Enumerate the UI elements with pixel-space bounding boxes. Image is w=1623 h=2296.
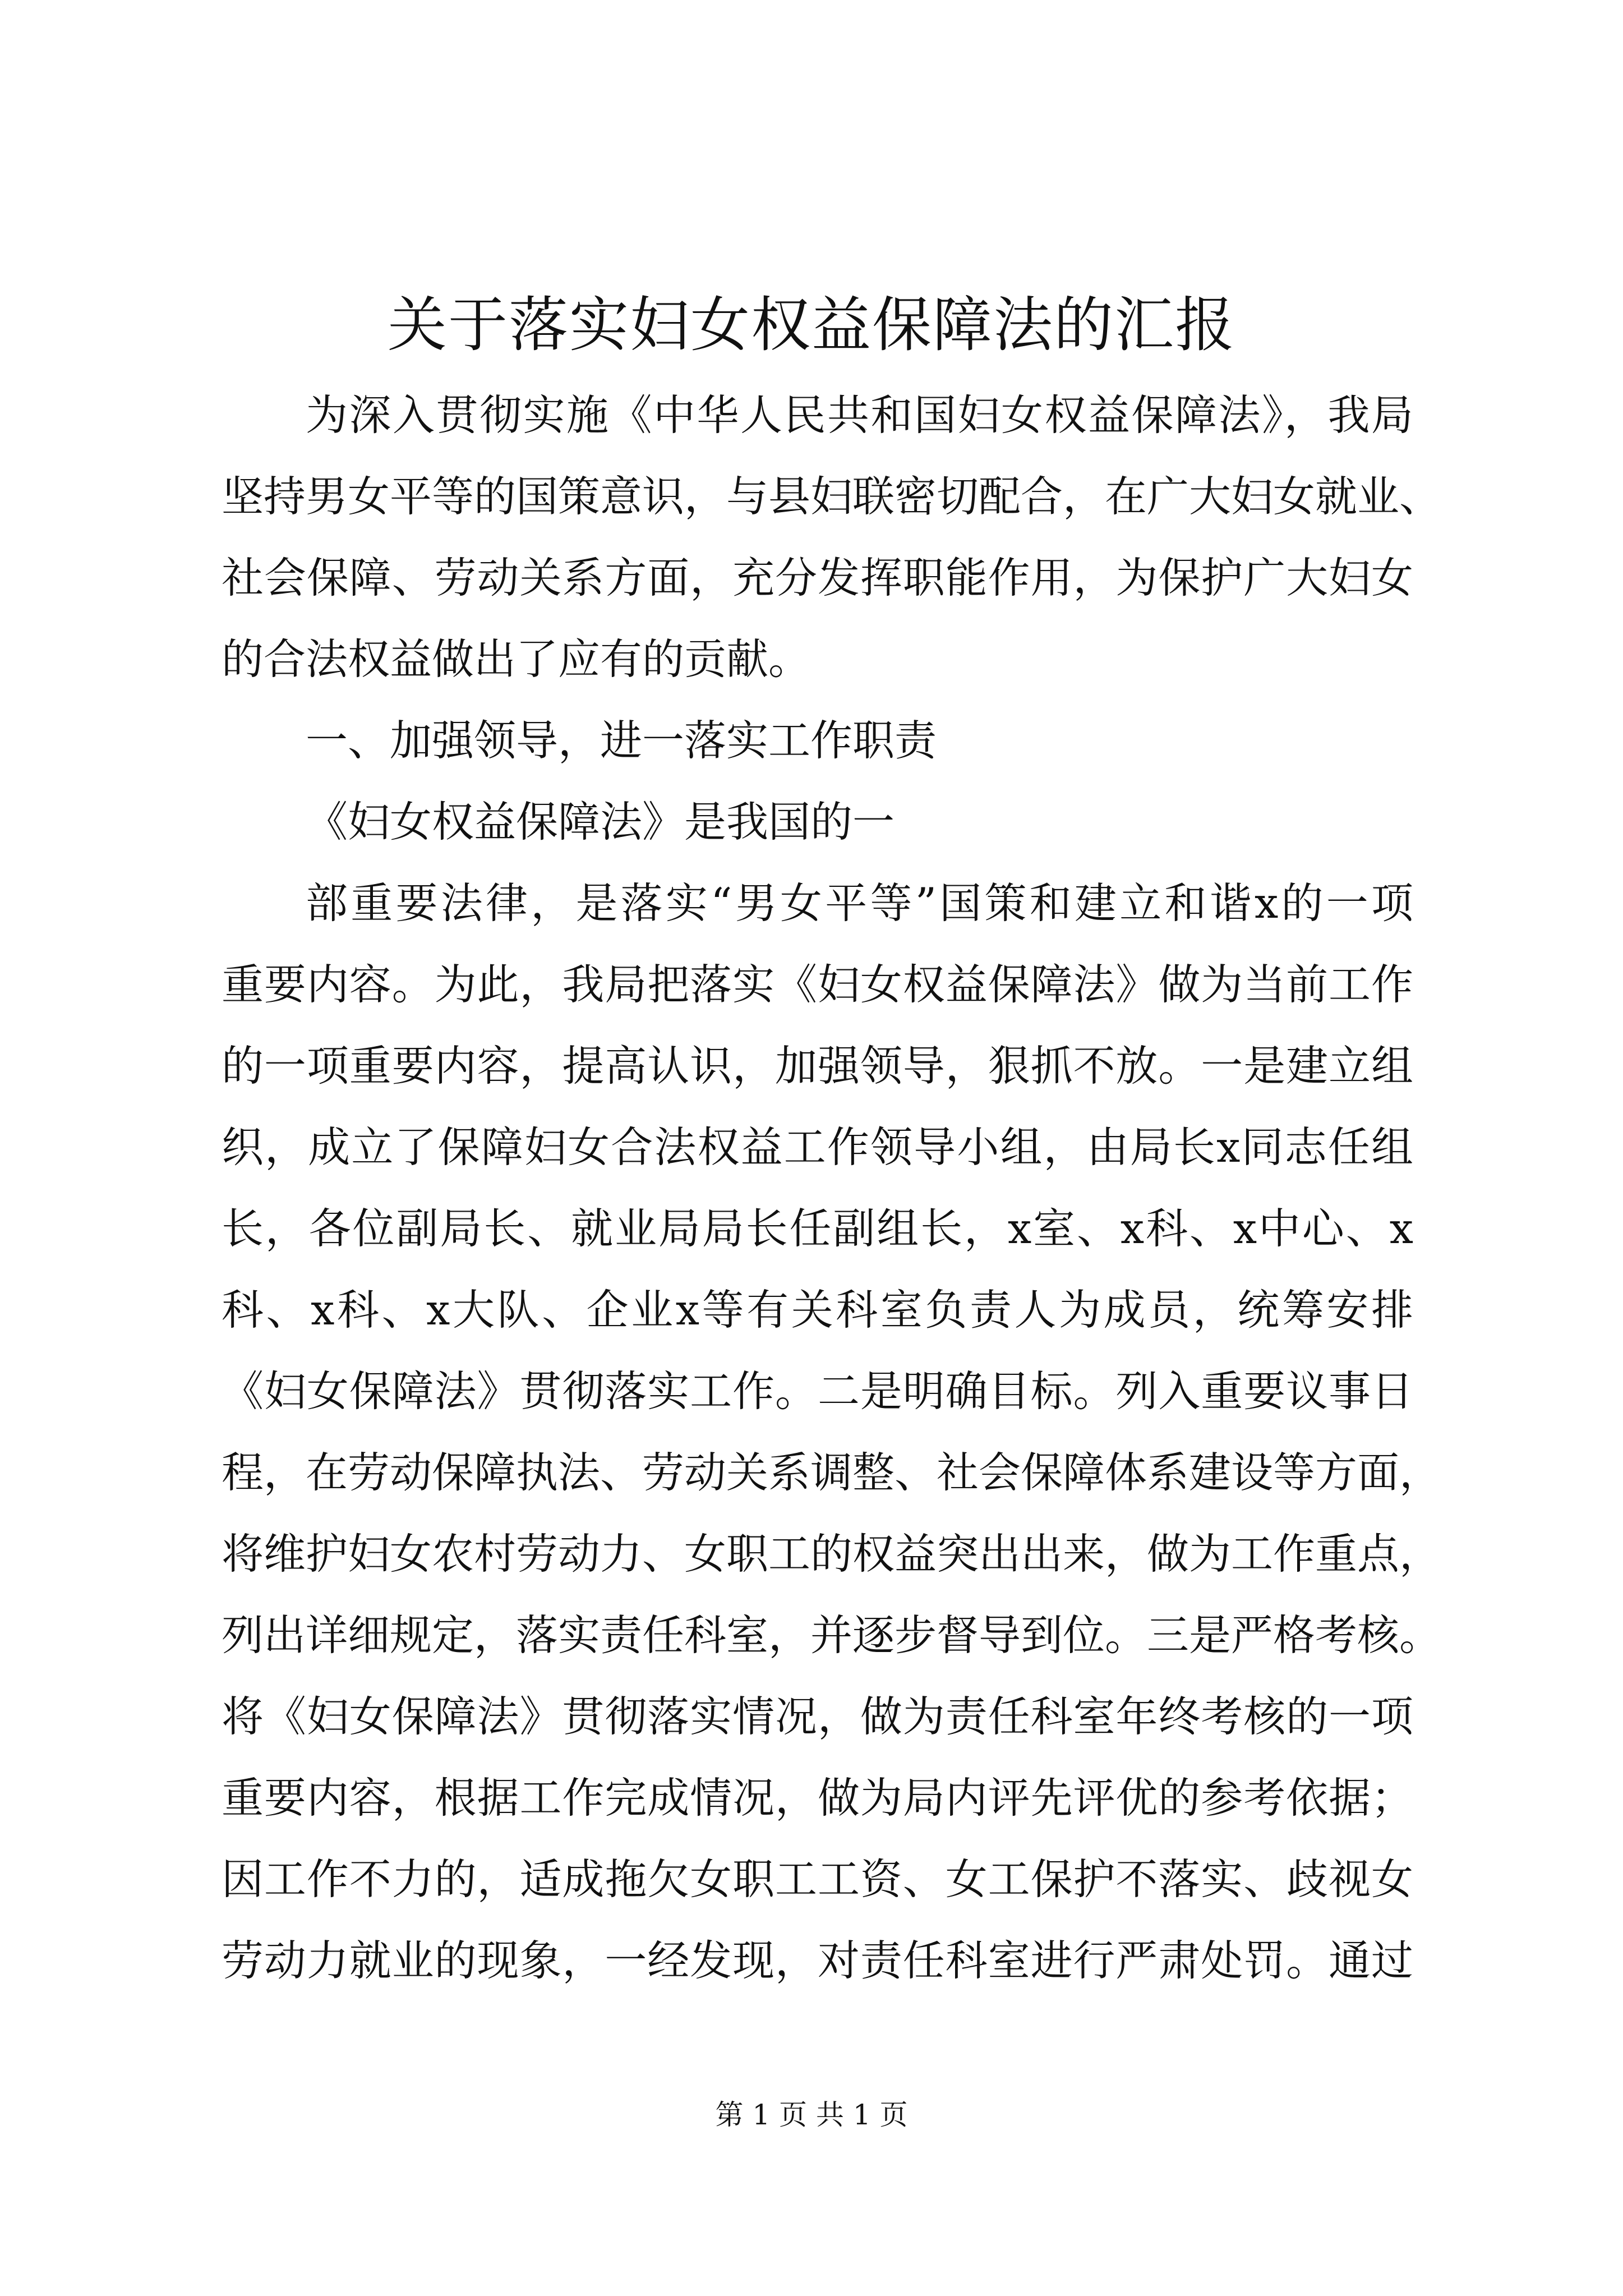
- paragraph-line: 科、x科、x大队、企业x等有关科室负责人为成员，统筹安排: [222, 1285, 1413, 1335]
- paragraph-line: 将《妇女保障法》贯彻落实情况，做为责任科室年终考核的一项: [222, 1692, 1413, 1741]
- paragraph-line: 《妇女保障法》贯彻落实工作。二是明确目标。列入重要议事日: [222, 1366, 1413, 1416]
- page-footer: 第 1 页 共 1 页: [715, 2099, 908, 2131]
- paragraph-line: 为深入贯彻实施《中华人民共和国妇女权益保障法》，我局: [306, 390, 1413, 440]
- paragraph-line: 重要内容。为此，我局把落实《妇女权益保障法》做为当前工作: [222, 960, 1413, 1009]
- paragraph-line: 的合法权益做出了应有的贡献。: [222, 634, 811, 684]
- paragraph-line: 部重要法律，是落实“男女平等”国策和建立和谐x的一项: [306, 878, 1413, 928]
- paragraph-line: 将维护妇女农村劳动力、女职工的权益突出出来，做为工作重点，: [222, 1529, 1442, 1579]
- paragraph-line: 的一项重要内容，提高认识，加强领导，狠抓不放。一是建立组: [222, 1041, 1413, 1091]
- paragraph-line: 社会保障、劳动关系方面，充分发挥职能作用，为保护广大妇女: [222, 553, 1413, 602]
- paragraph-line: 劳动力就业的现象，一经发现，对责任科室进行严肃处罚。通过: [222, 1936, 1413, 1985]
- paragraph-line: 因工作不力的，适成拖欠女职工工资、女工保护不落实、歧视女: [222, 1855, 1413, 1904]
- paragraph-line: 织，成立了保障妇女合法权益工作领导小组，由局长x同志任组: [222, 1122, 1413, 1172]
- paragraph-line: 长，各位副局长、就业局局长任副组长，x室、x科、x中心、x: [222, 1204, 1413, 1253]
- paragraph-line: 《妇女权益保障法》是我国的一: [306, 797, 895, 846]
- document-title: 关于落实妇女权益保障法的汇报: [388, 291, 1235, 360]
- paragraph-line: 重要内容，根据工作完成情况，做为局内评先评优的参考依据；: [222, 1773, 1413, 1823]
- paragraph-line: 坚持男女平等的国策意识，与县妇联密切配合，在广大妇女就业、: [222, 472, 1442, 521]
- paragraph-line: 列出详细规定，落实责任科室，并逐步督导到位。三是严格考核。: [222, 1611, 1442, 1660]
- paragraph-line: 程，在劳动保障执法、劳动关系调整、社会保障体系建设等方面，: [222, 1448, 1442, 1497]
- section-heading: 一、加强领导，进一落实工作职责: [306, 716, 937, 765]
